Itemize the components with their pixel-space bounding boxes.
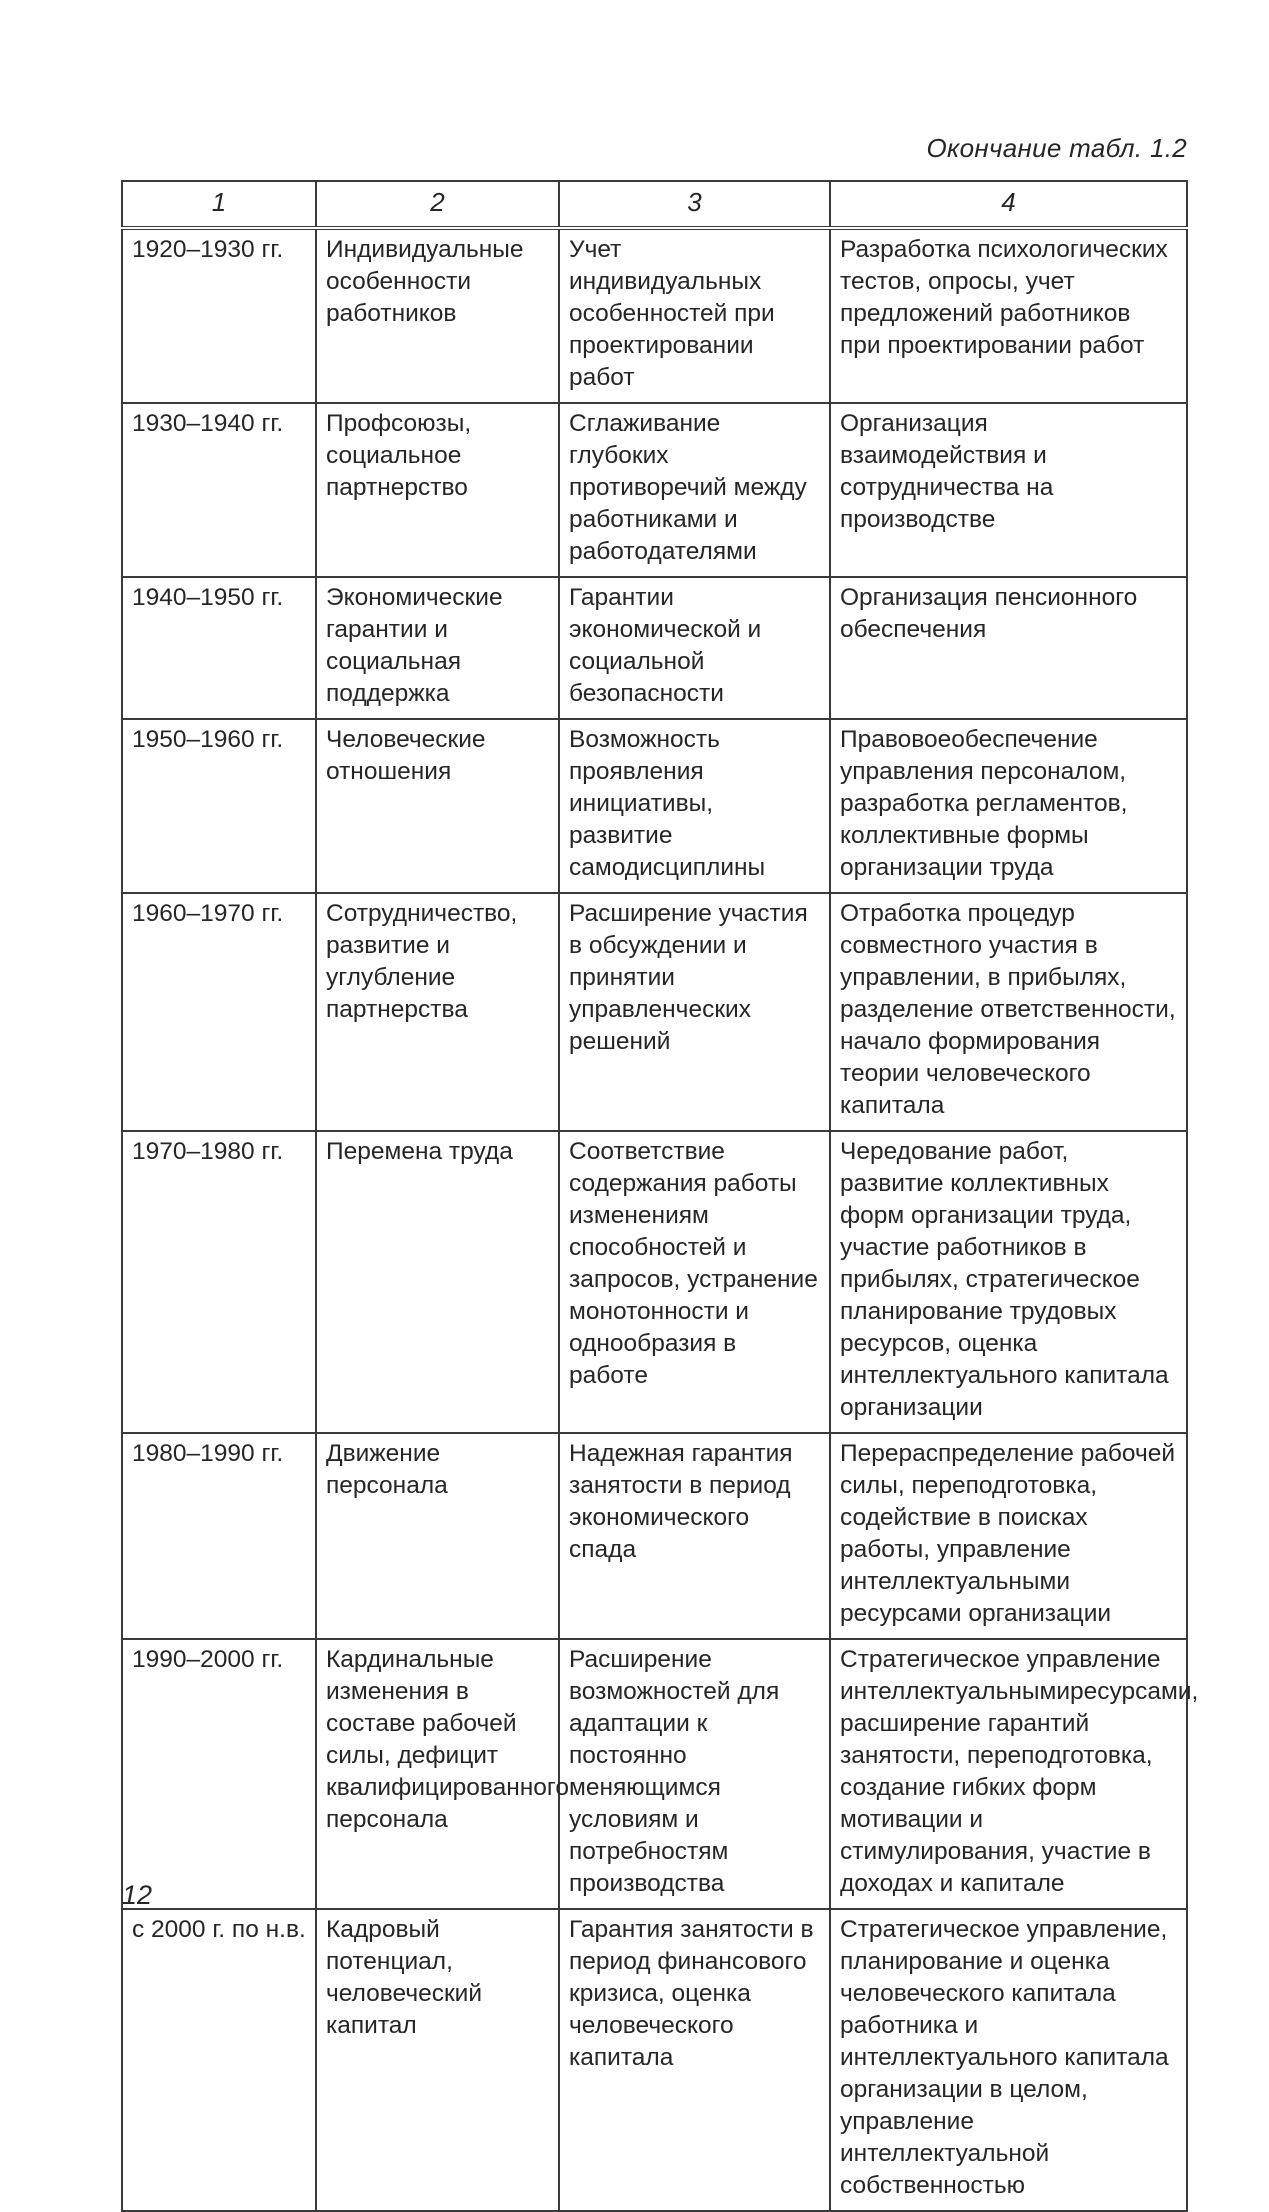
goal-cell: Расширение возможностей для адаптации к постоянно меняющимся условиям и потребностям производства: [559, 1639, 830, 1909]
focus-cell: Человеческие отношения: [316, 719, 559, 893]
period-cell: с 2000 г. по н.в.: [122, 1909, 316, 2211]
period-cell: 1950–1960 гг.: [122, 719, 316, 893]
methods-cell: Правовоеобеспечение управления персоналом, разработка регламентов, коллективные формы организации труда: [830, 719, 1187, 893]
period-cell: 1970–1980 гг.: [122, 1131, 316, 1433]
methods-cell: Стратегическое управление, планирование и оценка человеческого капитала работника и интеллектуального капитала организации в целом, управление интеллектуальной собственностью: [830, 1909, 1187, 2211]
goal-cell: Расширение участия в обсуждении и принятии управленческих решений: [559, 893, 830, 1131]
methods-cell: Разработка психологических тестов, опросы, учет предложений работников при проектировании работ: [830, 228, 1187, 403]
table-header-row: [122, 181, 1187, 228]
column-header-2: 2: [316, 181, 559, 228]
table-row: [122, 1433, 1187, 1639]
goal-cell: Возможность проявления инициативы, развитие самодисциплины: [559, 719, 830, 893]
column-header-1: 1: [122, 181, 316, 228]
column-header-4: 4: [830, 181, 1187, 228]
methods-cell: Организация пенсионного обеспечения: [830, 577, 1187, 719]
focus-cell: Профсоюзы, социальное партнерство: [316, 403, 559, 577]
period-cell: 1920–1930 гг.: [122, 228, 316, 403]
goal-cell: Гарантии экономической и социальной безопасности: [559, 577, 830, 719]
methods-cell: Организация взаимодействия и сотрудничества на производстве: [830, 403, 1187, 577]
goal-cell: Надежная гарантия занятости в период экономического спада: [559, 1433, 830, 1639]
focus-cell: Движение персонала: [316, 1433, 559, 1639]
goal-cell: Соответствие содержания работы изменениям способностей и запросов, устранение монотонности и однообразия в работе: [559, 1131, 830, 1433]
methods-cell: Перераспределение рабочей силы, переподготовка, содействие в поисках работы, управление интеллектуальными ресурсами организации: [830, 1433, 1187, 1639]
focus-cell: Индивидуальные особенности работников: [316, 228, 559, 403]
period-cell: 1980–1990 гг.: [122, 1433, 316, 1639]
period-cell: 1940–1950 гг.: [122, 577, 316, 719]
focus-cell: Перемена труда: [316, 1131, 559, 1433]
history-table: [121, 180, 1199, 2212]
goal-cell: Учет индивидуальных особенностей при проектировании работ: [559, 228, 830, 403]
methods-cell: Чередование работ, развитие коллективных форм организации труда, участие работников в прибылях, стратегическое планирование трудовых ресурсов, оценка интеллектуального капитала организации: [830, 1131, 1187, 1433]
table-row: [122, 403, 1187, 577]
methods-cell: Отработка процедур совместного участия в управлении, в прибылях, разделение ответственности, начало формирования теории человеческого капитала: [830, 893, 1187, 1131]
table-row: [122, 577, 1187, 719]
table-row: [122, 228, 1187, 403]
focus-cell: Сотрудничество, развитие и углубление партнерства: [316, 893, 559, 1131]
table-caption: Окончание табл. 1.2: [926, 133, 1187, 163]
period-cell: 1990–2000 гг.: [122, 1639, 316, 1909]
column-header-3: 3: [559, 181, 830, 228]
focus-cell: Кардинальные изменения в составе рабочей силы, дефицит квалифицированного персонала: [316, 1639, 559, 1909]
focus-cell: Кадровый потенциал, человеческий капитал: [316, 1909, 559, 2211]
table-row: [122, 719, 1187, 893]
period-cell: 1930–1940 гг.: [122, 403, 316, 577]
period-cell: 1960–1970 гг.: [122, 893, 316, 1131]
methods-cell: Стратегическое управление интеллектуальнымиресурсами, расширение гарантий занятости, переподготовка, создание гибких форм мотивации и стимулирования, участие в доходах и капитале: [830, 1639, 1187, 1909]
table-row: [122, 1909, 1187, 2211]
page-number: 12: [122, 1880, 153, 1910]
table-row: [122, 1639, 1187, 1909]
table-row: [122, 893, 1187, 1131]
goal-cell: Гарантия занятости в период финансового кризиса, оценка человеческого капитала: [559, 1909, 830, 2211]
goal-cell: Сглаживание глубоких противоречий между работниками и работодателями: [559, 403, 830, 577]
table-row: [122, 1131, 1187, 1433]
focus-cell: Экономические гарантии и социальная поддержка: [316, 577, 559, 719]
